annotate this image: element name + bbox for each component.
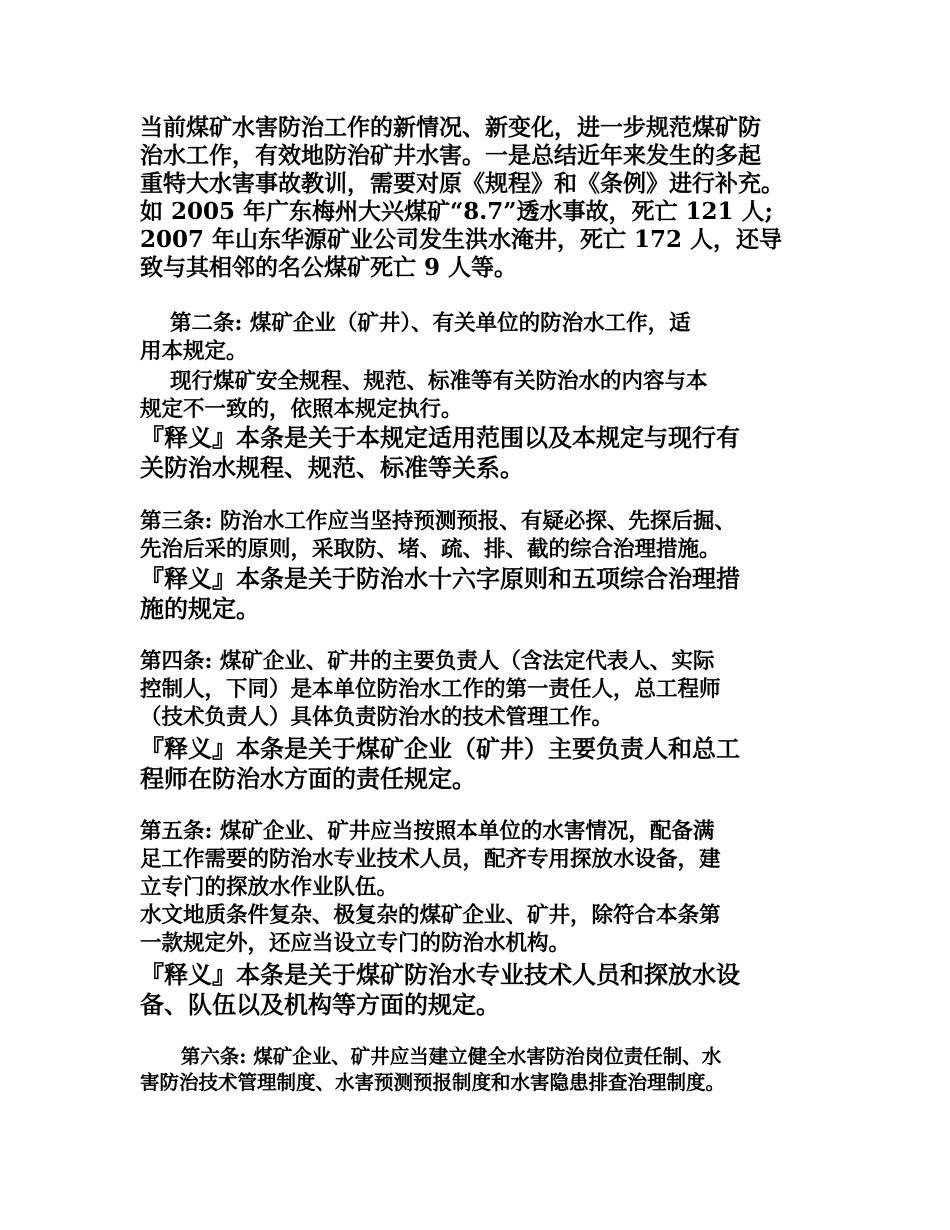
text-line: 害防治技术管理制度、水害预测预报制度和水害隐患排查治理制度。 <box>140 1071 726 1094</box>
text-line: 第二条: 煤矿企业（矿井）、有关单位的防治水工作，适 <box>140 311 691 336</box>
text-line: 『释义』本条是关于煤矿企业（矿井）主要负责人和总工 <box>140 734 740 763</box>
article-2-explanation <box>140 423 830 483</box>
text-line: 控制人，下同）是本单位防治水工作的第一责任人，总工程师 <box>140 677 721 702</box>
text-line: 『释义』本条是关于煤矿防治水专业技术人员和探放水设 <box>140 960 740 989</box>
text-line: 如 2005 年广东梅州大兴煤矿“8.7”透水事故，死亡 121 人; <box>140 198 774 225</box>
text-line: 2007 年山东华源矿业公司发生洪水淹井，死亡 172 人，还导 <box>140 226 783 253</box>
article-6-text <box>140 1044 830 1096</box>
text-line: 用本规定。 <box>140 339 248 364</box>
text-line: 足工作需要的防治水专业技术人员，配齐专用探放水设备，建 <box>140 847 721 872</box>
article-4-explanation <box>140 734 830 794</box>
text-line: 第六条: 煤矿企业、矿井应当建立健全水害防治岗位责任制、水 <box>140 1045 722 1068</box>
text-line: 程师在防治水方面的责任规定。 <box>140 764 476 793</box>
text-line: 第四条: 煤矿企业、矿井的主要负责人（含法定代表人、实际 <box>140 649 715 674</box>
text-line: （技术负责人）具体负责防治水的技术管理工作。 <box>140 705 614 730</box>
article-2-paragraph-1 <box>140 310 830 366</box>
text-line: 先治后采的原则，采取防、堵、疏、排、截的综合治理措施。 <box>140 537 721 562</box>
text-line: 『释义』本条是关于防治水十六字原则和五项综合治理措 <box>140 564 740 593</box>
intro-paragraph <box>140 114 830 282</box>
text-line: 第三条: 防治水工作应当坚持预测预报、有疑必探、先探后掘、 <box>140 509 736 534</box>
article-4-text <box>140 648 830 732</box>
text-line: 致与其相邻的名公煤矿死亡 9 人等。 <box>140 254 518 281</box>
text-line: 规定不一致的，依照本规定执行。 <box>140 397 463 422</box>
text-line: 水文地质条件复杂、极复杂的煤矿企业、矿井，除符合本条第 <box>140 903 721 928</box>
text-line: 关防治水规程、规范、标准等关系。 <box>140 453 524 482</box>
text-line: 第五条: 煤矿企业、矿井应当按照本单位的水害情况，配备满 <box>140 819 715 844</box>
article-2-paragraph-2 <box>140 368 830 424</box>
text-line: 当前煤矿水害防治工作的新情况、新变化，进一步规范煤矿防 <box>140 114 761 141</box>
article-5-explanation <box>140 960 830 1020</box>
text-line: 治水工作，有效地防治矿井水害。一是总结近年来发生的多起 <box>140 142 761 169</box>
text-line: 现行煤矿安全规程、规范、标准等有关防治水的内容与本 <box>140 369 708 394</box>
article-3-text <box>140 508 830 564</box>
text-line: 一款规定外，还应当设立专门的防治水机构。 <box>140 931 571 956</box>
article-5-text <box>140 818 830 958</box>
article-3-explanation <box>140 564 830 624</box>
text-line: 『释义』本条是关于本规定适用范围以及本规定与现行有 <box>140 423 740 452</box>
text-line: 备、队伍以及机构等方面的规定。 <box>140 990 500 1019</box>
text-line: 重特大水害事故教训，需要对原《规程》和《条例》进行补充。 <box>140 170 784 197</box>
text-line: 立专门的探放水作业队伍。 <box>140 875 399 900</box>
text-line: 施的规定。 <box>140 594 260 623</box>
